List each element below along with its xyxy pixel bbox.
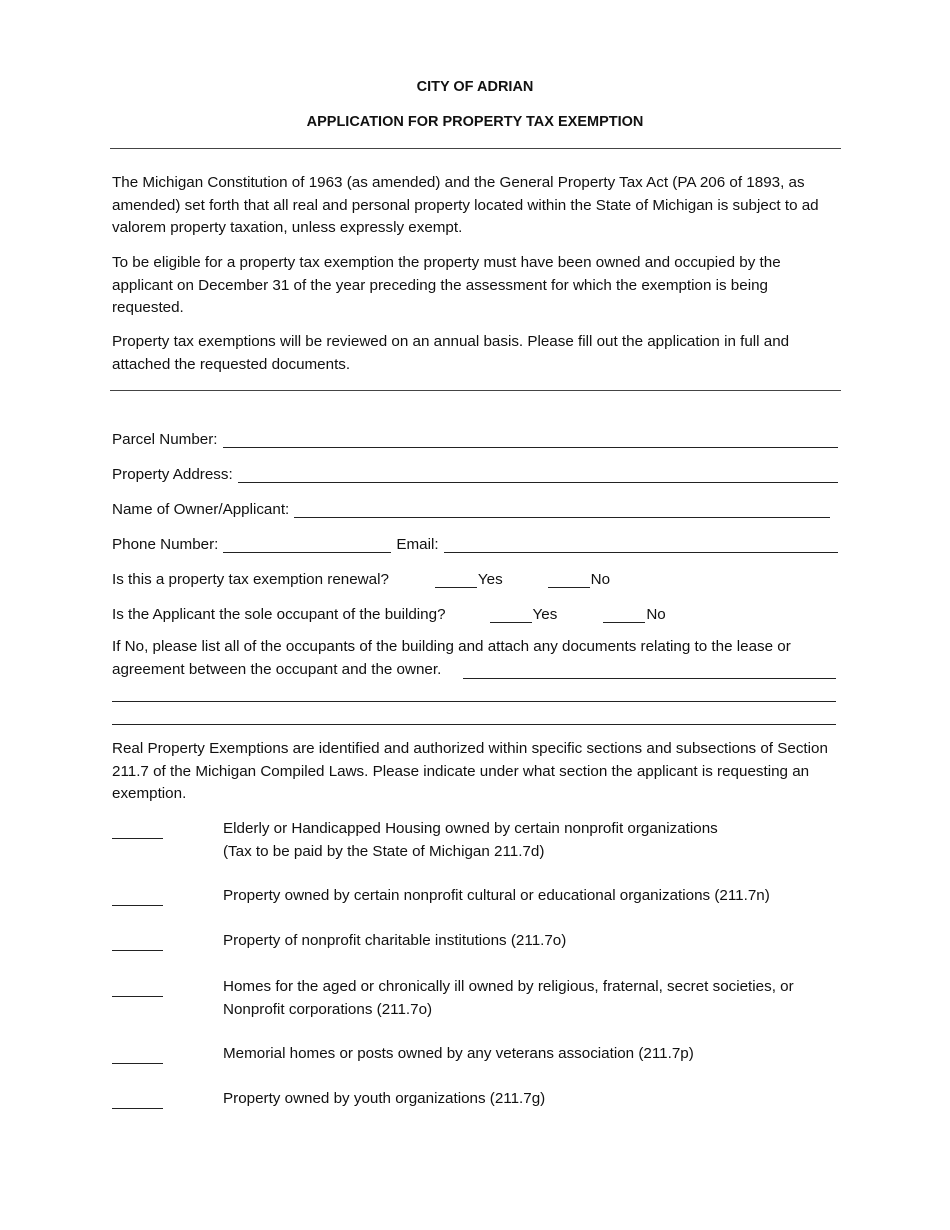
intro-paragraph-constitution: The Michigan Constitution of 1963 (as amended) and the General Property Tax Act (PA 206 of 1893, as amended) set forth that all real and personal property located within the State of Michigan is subject to ad valorem property taxation, unless expressly exempt. [112, 174, 819, 237]
exemptions-intro: Real Property Exemptions are identified and authorized within specific sections and subsections of Section 211.7 of the Michigan Compiled Laws. Please indicate under what section the applicant is requesting an exemption. [112, 740, 828, 803]
renewal-question-label: Is this a property tax exemption renewal? [112, 571, 389, 588]
owner-name-row [112, 496, 830, 518]
property-address-label: Property Address: [112, 466, 233, 483]
property-address-input[interactable] [238, 465, 838, 483]
email-input[interactable] [444, 535, 838, 553]
occupants-input-line-3[interactable] [112, 724, 836, 725]
contact-row [112, 531, 838, 553]
renewal-yes-label: Yes [477, 571, 503, 588]
exemption-211-7o-charitable: Property of nonprofit charitable institutions (211.7o) [223, 932, 567, 949]
exemption-211-7p-checkbox-line[interactable] [112, 1063, 163, 1064]
exemption-211-7g-checkbox-line[interactable] [112, 1108, 163, 1109]
exemption-211-7o-homes [223, 976, 843, 1021]
owner-name-input[interactable] [294, 500, 830, 518]
occupants-input-line-2[interactable] [112, 701, 836, 702]
exemption-211-7d [223, 818, 843, 863]
parcel-number-row [112, 426, 838, 448]
sole-occupant-question-label: Is the Applicant the sole occupant of the building? [112, 606, 446, 623]
parcel-number-label: Parcel Number: [112, 431, 218, 448]
header-divider [110, 148, 841, 149]
exemption-211-7d-checkbox-line[interactable] [112, 838, 163, 839]
occupants-instruction: If No, please list all of the occupants of the building and attach any documents relating to the lease or agreement between the occupant and the owner. [112, 638, 791, 678]
sole-occupant-yes-blank[interactable] [490, 606, 532, 623]
form-title: APPLICATION FOR PROPERTY TAX EXEMPTION [306, 114, 644, 130]
phone-number-label: Phone Number: [112, 536, 219, 553]
parcel-number-input[interactable] [223, 430, 838, 448]
exemption-211-7n-checkbox-line[interactable] [112, 905, 163, 906]
exemption-211-7o-homes-line2: Nonprofit corporations (211.7o) [223, 1000, 433, 1018]
exemption-211-7o-charitable-checkbox-line[interactable] [112, 950, 163, 951]
intro-divider [110, 390, 841, 391]
intro-paragraph-review: Property tax exemptions will be reviewed on an annual basis. Please fill out the application in full and attached the requested documents. [112, 333, 790, 373]
sole-occupant-yes-label: Yes [532, 606, 558, 623]
exemption-211-7d-line1: Elderly or Handicapped Housing owned by certain nonprofit organizations [223, 820, 718, 837]
exemption-211-7p: Memorial homes or posts owned by any veterans association (211.7p) [223, 1045, 694, 1062]
renewal-no-label: No [590, 571, 611, 588]
renewal-yes-blank[interactable] [435, 571, 477, 588]
exemption-211-7n: Property owned by certain nonprofit cultural or educational organizations (211.7n) [223, 887, 770, 904]
phone-number-input[interactable] [223, 535, 391, 553]
renewal-question-row [112, 566, 610, 588]
sole-occupant-question-row [112, 601, 666, 623]
city-name: CITY OF ADRIAN [416, 79, 534, 95]
renewal-no-option[interactable] [548, 571, 610, 588]
email-label: Email: [396, 536, 439, 553]
property-address-row [112, 461, 838, 483]
owner-name-label: Name of Owner/Applicant: [112, 501, 290, 518]
exemption-211-7d-line2: (Tax to be paid by the State of Michigan 211.7d) [223, 842, 545, 860]
intro-paragraph-eligibility: To be eligible for a property tax exemption the property must have been owned and occupied by the applicant on December 31 of the year preceding the assessment for which the exemption is being requested. [112, 254, 781, 317]
renewal-no-blank[interactable] [548, 571, 590, 588]
exemption-211-7g: Property owned by youth organizations (211.7g) [223, 1090, 546, 1107]
sole-occupant-no-label: No [646, 606, 666, 623]
occupants-input-line-1[interactable] [463, 678, 836, 679]
renewal-yes-option[interactable] [435, 571, 503, 588]
exemption-211-7o-homes-checkbox-line[interactable] [112, 996, 163, 997]
exemption-211-7o-homes-line1: Homes for the aged or chronically ill owned by religious, fraternal, secret societies, or [223, 978, 794, 995]
sole-occupant-no-blank[interactable] [603, 606, 645, 623]
sole-occupant-no-option[interactable] [603, 606, 665, 623]
sole-occupant-yes-option[interactable] [490, 606, 558, 623]
